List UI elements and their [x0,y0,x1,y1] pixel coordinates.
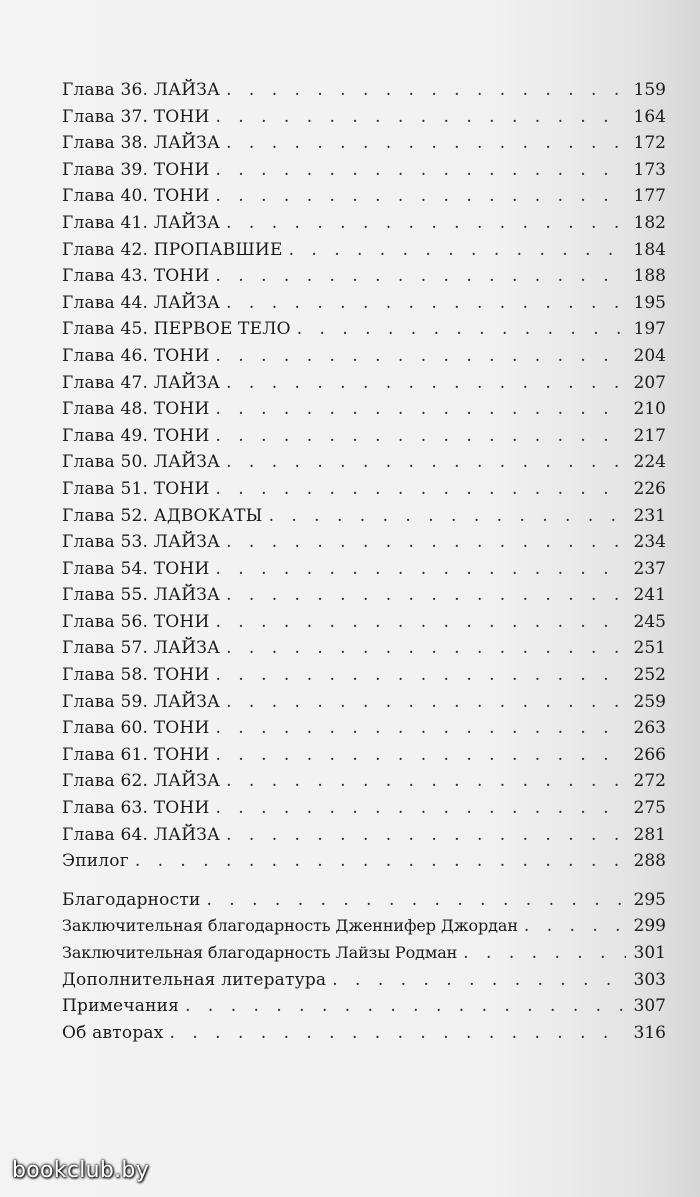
toc-entry-title: Об авторах [62,1022,164,1043]
toc-entry-page: 241 [633,585,666,606]
toc-entry-page: 303 [633,969,666,990]
leader-dots [226,133,626,153]
toc-row [62,665,666,692]
toc-entry-title: Глава 49. ТОНИ [62,425,210,446]
toc-entry-title: Глава 60. ТОНИ [62,718,210,739]
toc-entry-page: 237 [633,558,666,579]
toc-row [62,532,666,559]
leader-dots [332,970,626,990]
leader-dots [463,943,626,963]
toc-entry-title: Глава 57. ЛАЙЗА [62,638,221,659]
leader-dots [226,80,626,100]
leader-dots [215,798,626,818]
leader-dots [185,996,626,1016]
toc-entry-title: Глава 40. ТОНИ [62,186,210,207]
leader-dots [226,771,626,791]
toc-entry-title: Глава 48. ТОНИ [62,399,210,420]
leader-dots [170,1023,626,1043]
toc-entry-page: 307 [633,996,666,1017]
toc-entry-title: Глава 42. ПРОПАВШИЕ [62,239,283,260]
toc-entry-page: 316 [633,1022,666,1043]
toc-entry-title: Глава 52. АДВОКАТЫ [62,505,263,526]
toc-row [62,692,666,719]
leader-dots [215,399,626,419]
toc-entry-page: 182 [633,212,666,233]
toc-entry-page: 197 [633,319,666,340]
watermark-text: bookclub.by [12,1158,150,1183]
toc-entry-page: 263 [633,718,666,739]
toc-entry-title: Глава 50. ЛАЙЗА [62,452,221,473]
toc-entry-page: 195 [633,292,666,313]
toc-entry-title: Глава 39. ТОНИ [62,159,210,180]
toc-row [62,506,666,533]
leader-dots [215,186,626,206]
toc-entry-page: 266 [633,744,666,765]
toc-entry-title: Глава 58. ТОНИ [62,665,210,686]
toc-entry-page: 299 [633,916,666,937]
toc-entry-page: 159 [633,80,666,100]
toc-entry-page: 252 [633,665,666,686]
toc-row [62,160,666,187]
toc-entry-title: Глава 62. ЛАЙЗА [62,771,221,792]
toc-entry-title: Заключительная благодарность Лайзы Родман [62,943,458,962]
leader-dots [226,293,626,313]
toc-entry-page: 275 [633,798,666,819]
leader-dots [215,107,626,127]
toc-row [62,426,666,453]
toc-entry-title: Глава 63. ТОНИ [62,798,210,819]
toc-entry-page: 164 [633,106,666,127]
leader-dots [226,452,626,472]
toc-entry-title: Глава 53. ЛАЙЗА [62,532,221,553]
toc-entry-page: 259 [633,691,666,712]
toc-entry-page: 184 [633,239,666,260]
toc-entry-page: 251 [633,638,666,659]
toc-row [62,133,666,160]
toc-entry-page: 207 [633,372,666,393]
toc-entry-title: Эпилог [62,851,129,872]
toc-row [62,266,666,293]
leader-dots [226,213,626,233]
toc-row [62,559,666,586]
toc-row [62,970,666,997]
toc-entry-title: Глава 46. ТОНИ [62,345,210,366]
leader-dots [269,506,626,526]
toc-row [62,585,666,612]
toc-entry-title: Глава 43. ТОНИ [62,266,210,287]
toc-entry-page: 188 [633,266,666,287]
toc-entry-page: 217 [633,425,666,446]
toc-row [62,240,666,267]
toc-row [62,612,666,639]
toc-row [62,319,666,346]
toc-entry-title: Глава 41. ЛАЙЗА [62,212,221,233]
leader-dots [215,266,626,286]
toc-entry-title: Глава 47. ЛАЙЗА [62,372,221,393]
toc-entry-page: 204 [633,345,666,366]
toc-entry-page: 234 [633,532,666,553]
toc-entry-title: Дополнительная литература [62,969,327,990]
toc-row [62,916,666,943]
toc-row [62,186,666,213]
toc-row [62,798,666,825]
toc-row [62,851,666,878]
toc-entry-page: 210 [633,399,666,420]
toc-entry-page: 272 [633,771,666,792]
toc-row [62,452,666,479]
leader-dots [215,612,626,632]
table-of-contents [62,80,666,1049]
toc-entry-title: Глава 51. ТОНИ [62,478,210,499]
toc-entry-page: 224 [633,452,666,473]
leader-dots [226,638,626,658]
toc-row [62,825,666,852]
leader-dots [215,745,626,765]
leader-dots [226,692,626,712]
toc-row [62,943,666,970]
toc-entry-title: Глава 44. ЛАЙЗА [62,292,221,313]
leader-dots [135,851,626,871]
leader-dots [289,240,626,260]
leader-dots [206,890,626,910]
leader-dots [215,559,626,579]
leader-dots [215,426,626,446]
toc-entry-title: Примечания [62,996,180,1017]
toc-entry-page: 295 [633,889,666,910]
toc-row [62,745,666,772]
toc-row [62,996,666,1023]
toc-entry-title: Глава 45. ПЕРВОЕ ТЕЛО [62,319,291,340]
leader-dots [215,665,626,685]
toc-row [62,399,666,426]
leader-dots [226,373,626,393]
toc-row [62,213,666,240]
toc-row [62,890,666,917]
toc-entry-title: Глава 59. ЛАЙЗА [62,691,221,712]
toc-row [62,346,666,373]
toc-row [62,80,666,107]
toc-entry-page: 301 [633,943,666,963]
toc-entry-page: 173 [633,159,666,180]
toc-entry-title: Глава 54. ТОНИ [62,558,210,579]
toc-entry-page: 177 [633,186,666,207]
toc-entry-title: Глава 38. ЛАЙЗА [62,133,221,154]
toc-row [62,107,666,134]
toc-row [62,638,666,665]
toc-row [62,1023,666,1050]
leader-dots [215,160,626,180]
toc-entry-page: 245 [633,611,666,632]
leader-dots [226,825,626,845]
toc-entry-title: Глава 61. ТОНИ [62,744,210,765]
toc-entry-page: 172 [633,133,666,154]
leader-dots [215,346,626,366]
toc-entry-page: 288 [633,851,666,872]
leader-dots [215,479,626,499]
toc-row [62,293,666,320]
toc-row [62,771,666,798]
toc-row [62,479,666,506]
leader-dots [226,532,626,552]
toc-entry-title: Глава 37. ТОНИ [62,106,210,127]
toc-entry-title: Глава 55. ЛАЙЗА [62,585,221,606]
leader-dots [215,718,626,738]
toc-entry-title: Глава 64. ЛАЙЗА [62,824,221,845]
toc-entry-title: Заключительная благодарность Дженнифер Джордан [62,916,518,936]
leader-dots [226,585,626,605]
leader-dots [297,319,626,339]
toc-entry-page: 281 [633,824,666,845]
leader-dots [524,916,626,936]
toc-entry-page: 226 [633,478,666,499]
toc-entry-title: Глава 36. ЛАЙЗА [62,80,221,100]
toc-row [62,373,666,400]
toc-entry-title: Благодарности [62,889,201,910]
toc-entry-page: 231 [633,505,666,526]
toc-row [62,718,666,745]
toc-entry-title: Глава 56. ТОНИ [62,611,210,632]
